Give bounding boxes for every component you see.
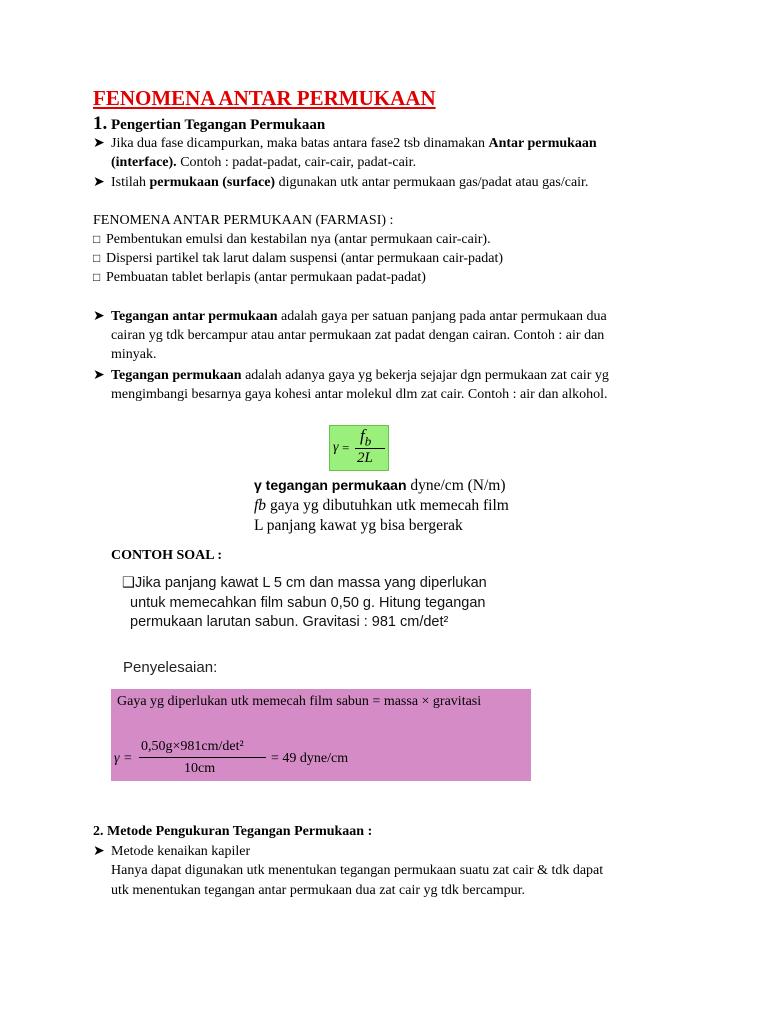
text: gaya yg dibutuhkan utk memecah film	[266, 497, 509, 514]
tegangan-permukaan-bullet	[93, 366, 609, 385]
section1-heading	[93, 113, 325, 135]
text: Istilah	[111, 175, 150, 190]
solution-box	[111, 689, 531, 781]
penyelesaian-label: Penyelesaian:	[123, 659, 218, 676]
solution-gamma: γ =	[114, 751, 133, 766]
page-title: FENOMENA ANTAR PERMUKAAN	[93, 86, 436, 110]
formula-numerator	[360, 426, 371, 449]
text: digunakan utk antar permukaan gas/padat atau gas/cair.	[275, 175, 589, 190]
formula-subscript: b	[364, 433, 372, 449]
farmasi-item	[93, 230, 491, 249]
section2-paragraph-line2: utk menentukan tegangan antar permukaan dua zat cair yg tdk bercampur.	[111, 883, 525, 898]
farmasi-item-text: Pembentukan emulsi dan kestabilan nya (antar permukaan cair-cair).	[106, 232, 491, 247]
bold-text: Tegangan permukaan	[111, 368, 242, 383]
section2-bullet	[93, 842, 250, 861]
bold-text: (interface).	[111, 155, 177, 170]
farmasi-item-text: Pembuatan tablet berlapis (antar permukaan padat-padat)	[106, 270, 426, 285]
bold-text: Tegangan antar permukaan	[111, 309, 278, 324]
definition-L: L panjang kawat yg bisa bergerak	[254, 517, 463, 534]
solution-line-1: Gaya yg diperlukan utk memecah film sabun = massa × gravitasi	[117, 694, 482, 709]
tegangan-permukaan-line2: mengimbangi besarnya gaya kohesi antar molekul dlm zat cair. Contoh : air dan alkohol.	[111, 387, 608, 402]
question-line-1	[122, 574, 487, 594]
formula-gamma: γ	[333, 440, 339, 455]
text: Contoh : padat-padat, cair-cair, padat-cair.	[176, 155, 417, 170]
text: dyne/cm (N/m)	[406, 477, 506, 494]
question-line-2: untuk memecahkan film sabun 0,50 g. Hitung tegangan	[130, 594, 486, 611]
square-bullet-icon: □	[93, 251, 101, 265]
arrow-bullet-icon: ➤	[93, 309, 105, 324]
formula-denominator: 2L	[357, 450, 373, 466]
tegangan-antar-bullet	[93, 307, 607, 326]
italic-text: fb	[254, 497, 267, 514]
section2-paragraph-line1: Hanya dapat digunakan utk menentukan tegangan permukaan suatu zat cair & tdk dapat	[111, 863, 604, 878]
section1-bullet-2	[93, 173, 588, 192]
text: adalah adanya gaya yg bekerja sejajar dgn permukaan zat cair yg	[241, 368, 609, 383]
formula-f: f	[360, 426, 365, 445]
formula-equals: =	[342, 440, 350, 455]
text: Jika dua fase dicampurkan, maka batas antara fase2 tsb dinamakan	[111, 136, 489, 151]
tegangan-antar-line3: minyak.	[111, 347, 157, 362]
arrow-bullet-icon: ➤	[93, 136, 105, 151]
formula-box	[329, 425, 389, 471]
farmasi-item-text: Dispersi partikel tak larut dalam suspensi (antar permukaan cair-padat)	[106, 251, 504, 266]
bold-text: Antar permukaan	[488, 136, 597, 151]
text: adalah gaya per satuan panjang pada antar permukaan dua	[277, 309, 607, 324]
fraction-bar	[355, 448, 385, 449]
farmasi-item	[93, 268, 426, 287]
solution-denominator: 10cm	[184, 761, 216, 776]
tegangan-antar-line2: cairan yg tdk bercampur atau antar permukaan zat padat dengan cairan. Contoh : air dan	[111, 328, 605, 343]
arrow-bullet-icon: ➤	[93, 175, 105, 190]
definition-fb	[254, 497, 509, 515]
section2-heading: 2. Metode Pengukuran Tegangan Permukaan :	[93, 824, 373, 839]
question-text: Jika panjang kawat L 5 cm dan massa yang diperlukan	[135, 575, 487, 591]
bold-text: γ tegangan permukaan	[254, 477, 407, 493]
question-line-3: permukaan larutan sabun. Gravitasi : 981 cm/det²	[130, 614, 449, 630]
bold-text: permukaan (surface)	[149, 175, 276, 190]
checkbox-bullet-icon: ❑	[122, 575, 135, 591]
arrow-bullet-icon: ➤	[93, 844, 105, 859]
section1-number: 1.	[93, 113, 108, 134]
definition-gamma	[254, 477, 506, 495]
contoh-soal-heading: CONTOH SOAL :	[111, 548, 222, 563]
section1-title: Pengertian Tegangan Permukaan	[111, 117, 326, 133]
farmasi-heading: FENOMENA ANTAR PERMUKAAN (FARMASI) :	[93, 213, 394, 228]
solution-fraction-bar	[139, 757, 266, 758]
solution-result: = 49 dyne/cm	[271, 751, 349, 766]
section1-bullet-1-cont	[111, 153, 416, 172]
arrow-bullet-icon: ➤	[93, 368, 105, 383]
contoh-soal-question	[122, 574, 487, 633]
text: Metode kenaikan kapiler	[111, 844, 251, 859]
farmasi-item	[93, 249, 503, 268]
section1-bullet-1	[93, 134, 597, 153]
solution-numerator: 0,50g×981cm/det²	[141, 739, 244, 754]
square-bullet-icon: □	[93, 270, 101, 284]
square-bullet-icon: □	[93, 232, 101, 246]
